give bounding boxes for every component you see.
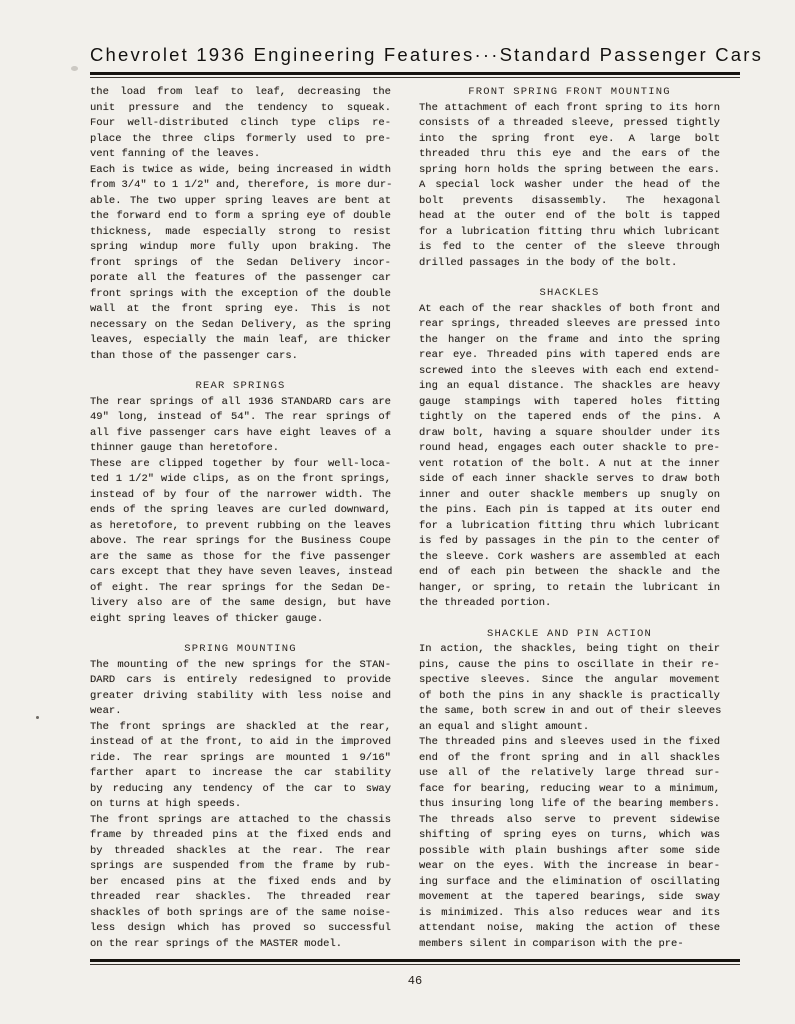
text-line: of both the pins in any shackle is practically bbox=[419, 689, 720, 702]
text-line: the threaded portion. bbox=[419, 597, 552, 609]
text-line: attendant noise, making the action of these bbox=[419, 922, 720, 934]
header-rule bbox=[90, 72, 740, 78]
text-line: vent rotation of the bolt. A nut at the inner bbox=[419, 457, 720, 470]
text-line: ends of the spring leaves are curled downward, bbox=[90, 504, 391, 516]
text-line: unit pressure and the tendency to squeak. bbox=[90, 101, 391, 114]
text-line: thickness, made especially strong to resist bbox=[90, 225, 391, 238]
text-line: is minimized. This also reduces wear and its bbox=[419, 906, 720, 919]
text-line: spective sleeves. Since the angular movement bbox=[419, 674, 720, 686]
two-column-text bbox=[90, 85, 740, 957]
text-line: for a lubrication fitting thru which lubricant bbox=[419, 519, 720, 532]
text-line: greater driving stability with less noise and bbox=[90, 689, 391, 702]
text-section bbox=[90, 642, 391, 952]
text-line: tightly on the tapered ends of the pins. A bbox=[419, 411, 720, 423]
text-line: rear eye. Threaded pins with tapered ends are bbox=[419, 349, 720, 361]
text-line: head at the outer end of the bolt is tapped bbox=[419, 210, 720, 222]
text-line: threaded thru this eye and the ears of the bbox=[419, 148, 720, 160]
text-line: draw bolt, having a square shoulder under its bbox=[419, 426, 720, 439]
text-line: ing surface and the elimination of oscillating bbox=[419, 875, 720, 888]
scan-artifact-smudge bbox=[71, 66, 78, 71]
text-line: the sleeve. Cork washers are assembled at each bbox=[419, 550, 720, 563]
section-heading: SHACKLE AND PIN ACTION bbox=[486, 627, 653, 640]
text-section bbox=[419, 627, 720, 953]
section-heading: SPRING MOUNTING bbox=[184, 643, 297, 655]
text-line: end of the front spring and in all shackles bbox=[419, 751, 720, 764]
text-line: vent fanning of the leaves. bbox=[90, 148, 261, 160]
text-line: frame by threaded pins at the fixed ends and bbox=[90, 829, 391, 841]
text-line: inner and outer shackle members up snugly on bbox=[419, 488, 720, 501]
text-line: farther apart to increase the car stability bbox=[90, 767, 391, 779]
text-line: The front springs are attached to the chassis bbox=[90, 813, 391, 826]
text-line: less design which has proved so successful bbox=[90, 922, 391, 934]
text-line: instead of at the front, to aid in the improved bbox=[90, 736, 391, 748]
text-column-right bbox=[419, 85, 720, 957]
text-line: by threaded shackles at the rear. The rear bbox=[90, 844, 391, 857]
scan-artifact-dot bbox=[36, 716, 39, 719]
text-section bbox=[419, 286, 720, 612]
text-line: members silent in comparison with the pre- bbox=[419, 937, 684, 950]
text-section bbox=[90, 85, 391, 364]
text-line: gauge stampings with tapered holes fitting bbox=[419, 395, 720, 408]
text-line: screwed into the sleeves with each end extend- bbox=[419, 364, 720, 377]
text-column-left bbox=[90, 85, 391, 957]
text-line: are the same as those for the five passenger bbox=[90, 550, 391, 563]
text-line: able. The two upper spring leaves are bent at bbox=[90, 194, 391, 207]
text-line: the hanger on the frame and into the spring bbox=[419, 333, 720, 346]
text-line: ber encased pins at the fixed ends and by bbox=[90, 875, 391, 888]
text-line: is fed by passages in the pin to the center of bbox=[419, 535, 720, 547]
text-line: from 3/4" to 1 1/2" and, therefore, is more dur- bbox=[90, 179, 393, 191]
text-line: These are clipped together by four well-loca- bbox=[90, 457, 391, 470]
text-line: thus insuring long life of the bearing members. bbox=[419, 798, 720, 810]
text-line: thinner gauge than heretofore. bbox=[90, 442, 280, 454]
text-line: face for bearing, reducing wear to a minimum, bbox=[419, 782, 720, 795]
text-line: The front springs are shackled at the rear, bbox=[90, 720, 391, 733]
page-footer bbox=[90, 959, 740, 988]
text-line: wear on the eyes. With the increase in bear- bbox=[419, 860, 720, 872]
text-line: DARD cars is entirely redesigned to provide bbox=[90, 674, 391, 686]
text-line: wear. bbox=[90, 705, 122, 717]
text-line: side of each inner shackle serves to draw both bbox=[419, 473, 720, 485]
text-line: hanger, or spring, to retain the lubricant in bbox=[419, 581, 720, 594]
text-line: bolt prevents disassembly. The hexagonal bbox=[419, 194, 720, 207]
section-heading: SHACKLES bbox=[539, 287, 600, 299]
text-line: on the rear springs of the MASTER model. bbox=[90, 937, 343, 950]
text-line: movement at the tapered bearings, side sway bbox=[419, 891, 720, 903]
text-line: pins, cause the pins to oscillate in their re- bbox=[419, 658, 720, 671]
text-line: into the spring front eye. A large bolt bbox=[419, 132, 720, 145]
text-line: cars except that they have seven leaves, instead bbox=[90, 566, 393, 578]
text-line: as heretofore, to prevent rubbing on the leaves bbox=[90, 519, 391, 532]
text-line: is fed to the center of the sleeve through bbox=[419, 241, 720, 253]
text-line: possible with plain bushings after some side bbox=[419, 844, 720, 857]
text-line: drilled passages in the body of the bolt. bbox=[419, 256, 678, 269]
text-line: the same, both screw in and out of their sleeves bbox=[419, 705, 722, 717]
text-line: for a lubrication fitting thru which lubricant bbox=[419, 225, 720, 238]
text-line: 49" long, instead of 54". The rear springs of bbox=[90, 411, 391, 423]
text-line: springs are suspended from the frame by rub- bbox=[90, 860, 391, 872]
text-line: Four well-distributed clinch type clips re- bbox=[90, 117, 391, 129]
text-line: front springs with the exception of the double bbox=[90, 287, 391, 300]
text-line: instead of by four of the narrower width. The bbox=[90, 488, 391, 501]
text-line: threaded rear shackles. The threaded rear bbox=[90, 891, 391, 903]
text-line: The rear springs of all 1936 STANDARD cars are bbox=[90, 395, 391, 408]
text-line: an equal and slight amount. bbox=[419, 720, 590, 733]
text-line: In action, the shackles, being tight on their bbox=[419, 643, 720, 655]
text-line: front springs of the Sedan Delivery incor- bbox=[90, 256, 391, 269]
text-line: At each of the rear shackles of both front and bbox=[419, 302, 720, 315]
text-line: rear springs, threaded sleeves are pressed into bbox=[419, 318, 720, 330]
page-header bbox=[90, 44, 764, 78]
text-line: The threads also serve to prevent sidewise bbox=[419, 813, 720, 826]
text-line: eight spring leaves of thicker gauge. bbox=[90, 612, 324, 625]
text-line: the forward end to form a spring eye of double bbox=[90, 210, 391, 222]
footer-rule bbox=[90, 959, 740, 965]
text-line: The attachment of each front spring to its horn bbox=[419, 101, 720, 114]
section-heading: REAR SPRINGS bbox=[195, 380, 286, 392]
text-line: of eight. The rear springs for the Sedan De- bbox=[90, 581, 391, 594]
text-line: above. The rear springs for the Business Coupe bbox=[90, 535, 391, 547]
text-line: on turns at high speeds. bbox=[90, 798, 242, 810]
text-line: leaves, especially the main leaf, are thicker bbox=[90, 334, 391, 346]
text-line: spring windup more fully upon braking. The bbox=[90, 241, 391, 253]
text-line: shifting of spring eyes on turns, which was bbox=[419, 829, 720, 841]
text-section bbox=[419, 85, 720, 271]
text-line: the pins. Each pin is tapped at its outer end bbox=[419, 504, 720, 516]
text-line: spring horn holds the spring between the ears. bbox=[419, 163, 720, 176]
text-line: than those of the passenger cars. bbox=[90, 349, 298, 362]
text-line: The mounting of the new springs for the STAN- bbox=[90, 658, 391, 671]
section-heading: FRONT SPRING FRONT MOUNTING bbox=[468, 86, 671, 98]
text-line: ted 1 1/2" wide clips, as on the front springs, bbox=[90, 473, 391, 485]
text-line: shackles of both springs are of the same noise- bbox=[90, 906, 391, 919]
text-line: wall at the front spring eye. This is not bbox=[90, 303, 391, 315]
text-line: A special lock washer under the head of the bbox=[419, 179, 720, 191]
text-line: use all of the relatively large thread sur- bbox=[419, 767, 720, 779]
text-line: all five passenger cars have eight leaves of a bbox=[90, 426, 391, 439]
text-line: by reducing any tendency of the car to sway bbox=[90, 782, 391, 795]
text-line: place the three clips formerly used to pre- bbox=[90, 132, 391, 145]
text-line: ride. The rear springs are mounted 1 9/16" bbox=[90, 751, 391, 764]
page-number: 46 bbox=[407, 974, 423, 988]
text-line: the load from leaf to leaf, decreasing the bbox=[90, 86, 391, 98]
page-header-title: Chevrolet 1936 Engineering Features···Standard Passenger Cars bbox=[90, 44, 764, 65]
text-line: porate all the features of the passenger car bbox=[90, 272, 391, 284]
text-line: round head, engages each outer shackle to pre- bbox=[419, 442, 720, 454]
text-line: necessary on the Sedan Delivery, as the spring bbox=[90, 318, 391, 331]
text-line: The threaded pins and sleeves used in the fixed bbox=[419, 736, 720, 748]
text-line: ing an equal distance. The shackles are heavy bbox=[419, 380, 720, 392]
text-line: livery also are of the same design, but have bbox=[90, 597, 391, 609]
text-line: consists of a threaded sleeve, pressed tightly bbox=[419, 117, 720, 129]
text-line: Each is twice as wide, being increased in width bbox=[90, 163, 391, 176]
text-line: end of each pin between the shackle and the bbox=[419, 566, 720, 578]
text-section bbox=[90, 379, 391, 627]
